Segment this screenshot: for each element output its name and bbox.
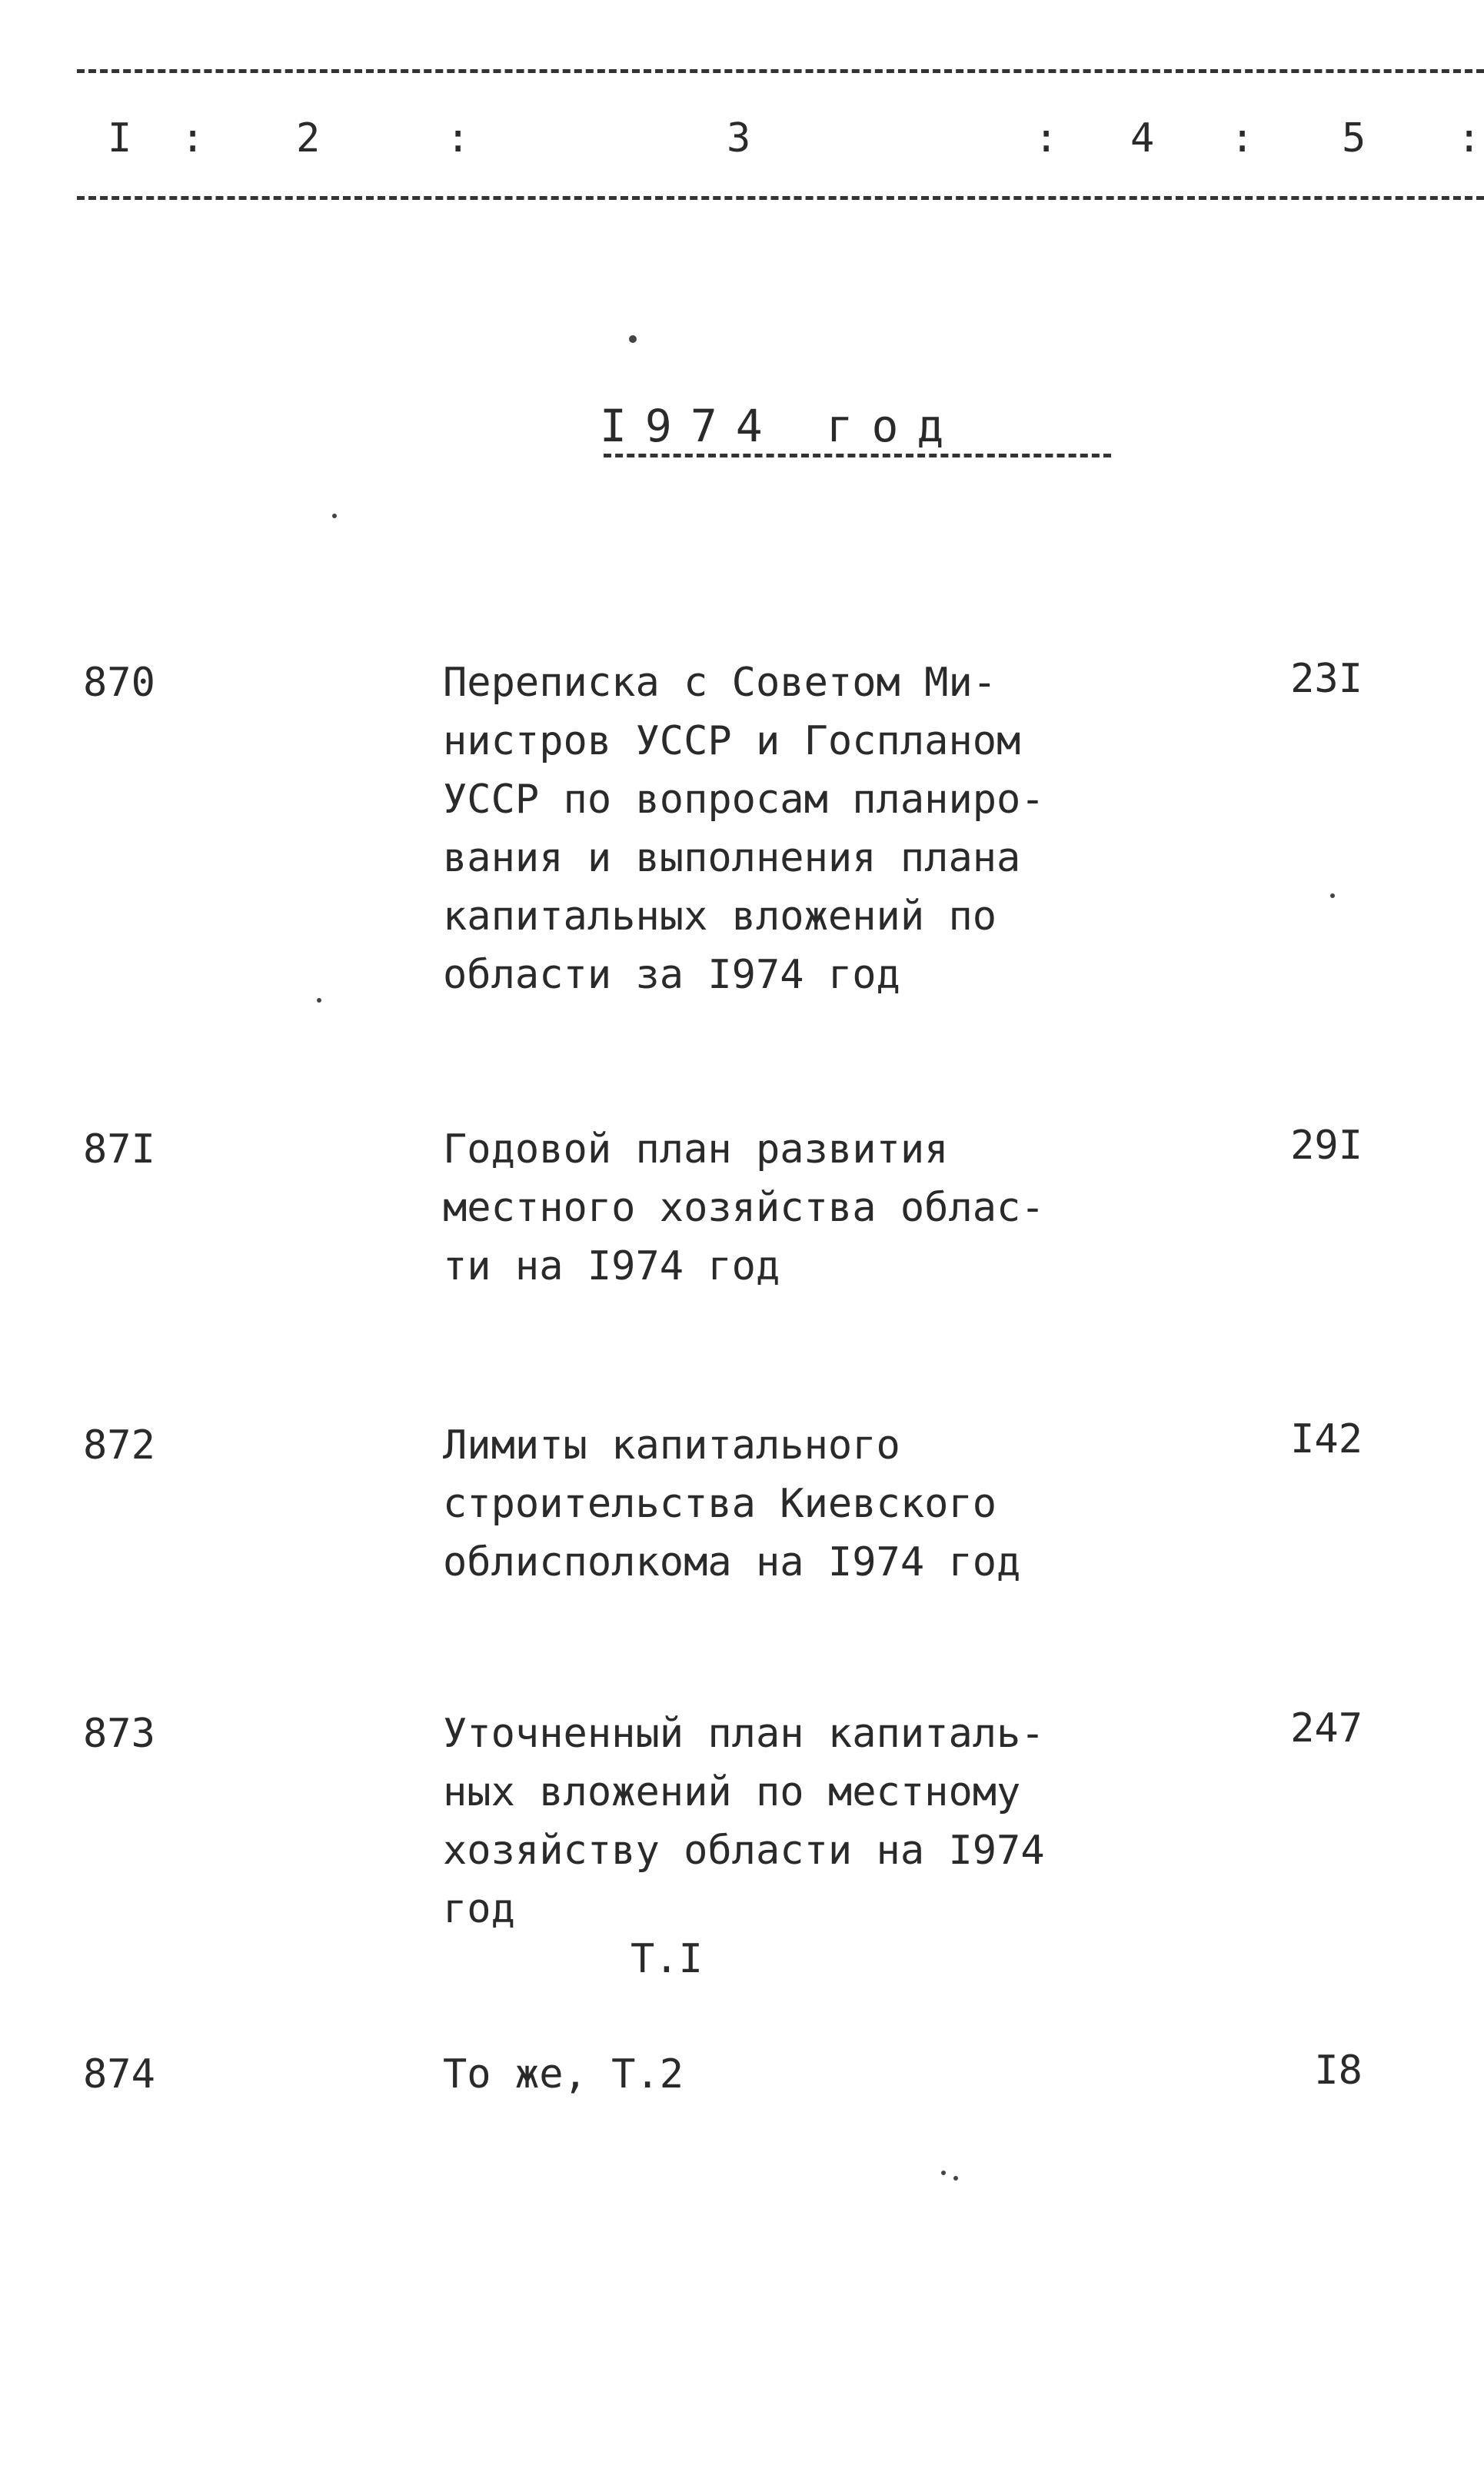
entry-871-number: 87I [83, 1126, 155, 1173]
header-col-3: 3 [727, 115, 751, 161]
scan-speck [332, 514, 337, 518]
section-title: I974 год [600, 400, 963, 452]
entry-871-text: Годовой план развития местного хозяйства облас- ти на I974 год [443, 1126, 1045, 1289]
entry-872-sheets: I42 [1290, 1416, 1363, 1462]
scan-speck [941, 2171, 946, 2175]
header-col-5: 5 [1342, 115, 1366, 161]
header-col-2: 2 [296, 115, 321, 161]
scan-speck [1330, 893, 1335, 898]
entry-874-number: 874 [83, 2051, 155, 2097]
header-separator-5: : [1457, 115, 1482, 161]
entry-872-number: 872 [83, 1422, 155, 1469]
header-bottom-rule [77, 196, 1484, 200]
scan-speck [629, 335, 637, 343]
entry-873-volume-note: Т.I [631, 1936, 703, 1982]
entry-871-sheets: 29I [1290, 1123, 1363, 1169]
header-separator-4: : [1230, 115, 1255, 161]
entry-870-number: 870 [83, 660, 155, 706]
header-col-1: I [108, 115, 132, 161]
header-col-4: 4 [1130, 115, 1155, 161]
header-separator-1: : [181, 115, 205, 161]
entry-873-sheets: 247 [1290, 1705, 1363, 1751]
entry-874-sheets: I8 [1314, 2048, 1363, 2094]
entry-872-text: Лимиты капитального строительства Киевского облисполкома на I974 год [443, 1422, 1021, 1585]
scan-speck [317, 998, 321, 1003]
header-separator-3: : [1034, 115, 1059, 161]
entry-873-number: 873 [83, 1711, 155, 1757]
section-title-underline [604, 454, 1111, 457]
header-top-rule [77, 69, 1484, 73]
scan-speck [953, 2176, 958, 2181]
entry-873-text: Уточненный план капиталь- ных вложений по местному хозяйству области на I974 год [443, 1711, 1045, 1932]
entry-874-text: То же, Т.2 [443, 2051, 684, 2097]
header-separator-2: : [446, 115, 471, 161]
entry-870-text: Переписка с Советом Ми- нистров УССР и Госпланом УССР по вопросам планиро- вания и выполнения плана капитальных вложений по области за I974 год [443, 660, 1045, 998]
entry-870-sheets: 23I [1290, 656, 1363, 702]
